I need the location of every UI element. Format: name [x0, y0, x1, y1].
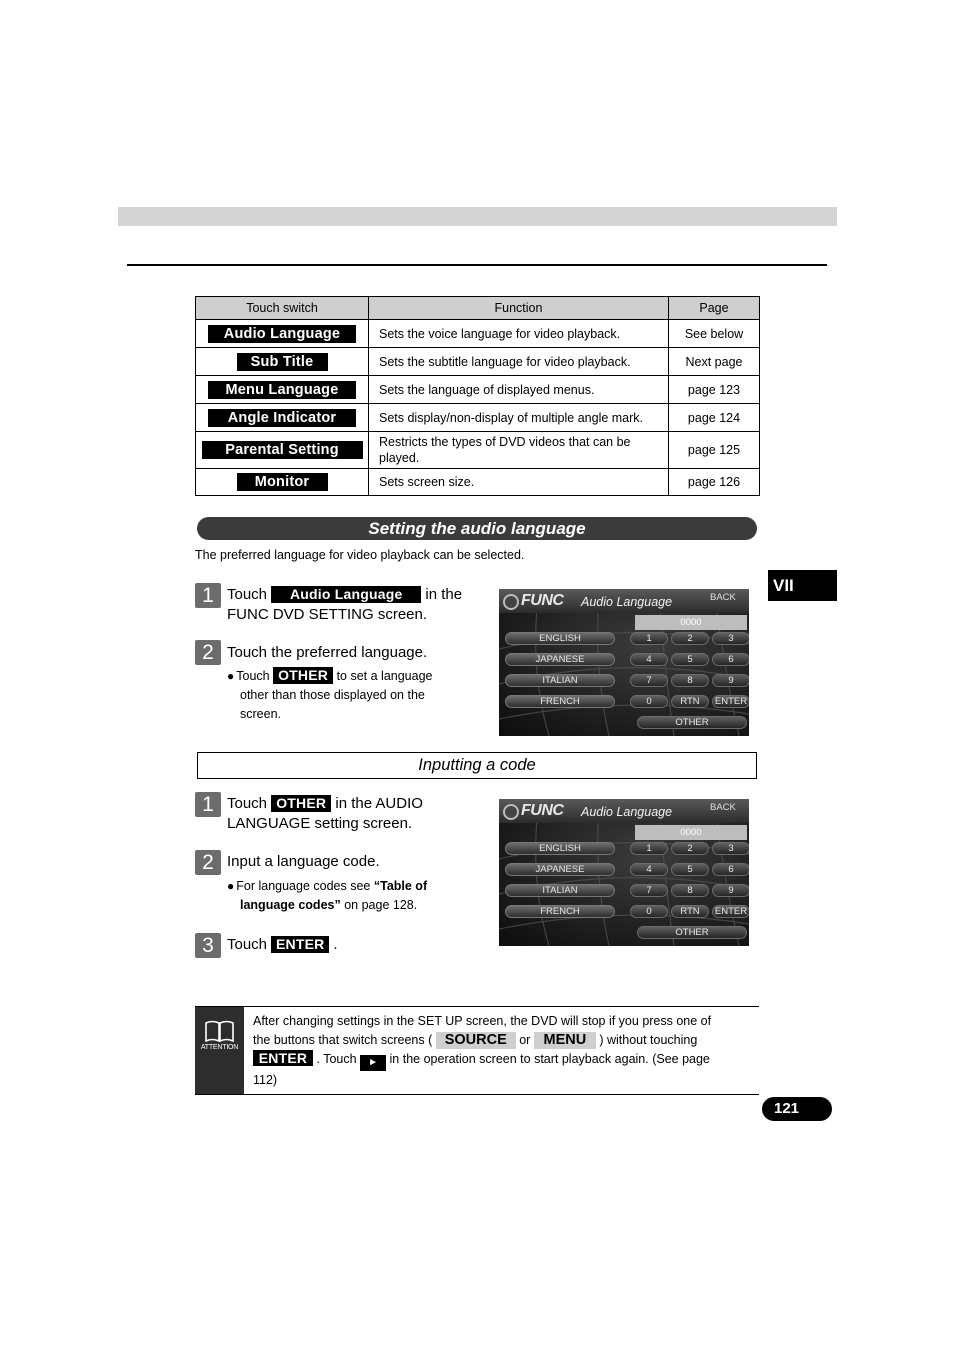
audio-language-screen-1	[499, 589, 749, 736]
code-display: 0000	[635, 825, 747, 840]
menu-button[interactable]: MENU	[534, 1032, 596, 1049]
audio-language-screen-2	[499, 799, 749, 946]
italian-button[interactable]: ITALIAN	[505, 674, 615, 687]
section-title-inputting-code: Inputting a code	[197, 752, 757, 779]
function-cell: Sets the subtitle language for video playback.	[369, 348, 669, 376]
table-row	[196, 348, 760, 376]
italian-button[interactable]: ITALIAN	[505, 884, 615, 897]
bullet-note: ● For language codes see “Table of language codes” on page 128.	[227, 879, 428, 912]
table-row	[196, 320, 760, 348]
function-cell: Sets the language of displayed menus.	[369, 376, 669, 404]
key-0[interactable]: 0	[630, 905, 668, 918]
french-button[interactable]: FRENCH	[505, 905, 615, 918]
key-3[interactable]: 3	[712, 842, 749, 855]
bullet-icon: ●	[227, 669, 235, 683]
section-title-audio-language: Setting the audio language	[197, 517, 757, 540]
table-row	[196, 469, 760, 496]
step-1-text: Touch Audio Language in the FUNC DVD SETTING screen.	[227, 586, 463, 623]
audio-language-button[interactable]: Audio Language	[208, 325, 356, 343]
english-button[interactable]: ENGLISH	[505, 842, 615, 855]
step-number: 1	[195, 583, 221, 608]
header-rule	[127, 264, 827, 266]
screen-title: Audio Language	[581, 805, 673, 819]
step-2-text: Input a language code.	[227, 853, 380, 870]
function-cell: Sets the voice language for video playback.	[369, 320, 669, 348]
col-touch-switch: Touch switch	[196, 297, 369, 320]
enter-button[interactable]: ENTER	[253, 1050, 313, 1066]
col-page: Page	[669, 297, 760, 320]
key-3[interactable]: 3	[712, 632, 749, 645]
back-button[interactable]: BACK	[710, 802, 736, 813]
attention-label: ATTENTION	[200, 1044, 239, 1051]
page-number: 121	[762, 1097, 832, 1121]
section-intro: The preferred language for video playback can be selected.	[195, 548, 525, 562]
page-cell: page 123	[669, 376, 760, 404]
other-key[interactable]: OTHER	[637, 716, 747, 729]
enter-key[interactable]: ENTER	[712, 695, 749, 708]
step-number: 3	[195, 933, 221, 958]
other-key[interactable]: OTHER	[637, 926, 747, 939]
table-row	[196, 376, 760, 404]
english-button[interactable]: ENGLISH	[505, 632, 615, 645]
function-cell: Sets display/non-display of multiple angle mark.	[369, 404, 669, 432]
source-button[interactable]: SOURCE	[436, 1032, 516, 1049]
key-2[interactable]: 2	[671, 632, 709, 645]
page-cell: page 126	[669, 469, 760, 496]
col-function: Function	[369, 297, 669, 320]
key-5[interactable]: 5	[671, 653, 709, 666]
key-2[interactable]: 2	[671, 842, 709, 855]
bullet-note: ● Touch OTHER to set a language other than those displayed on the screen.	[227, 667, 433, 721]
parental-setting-button[interactable]: Parental Setting	[202, 441, 363, 459]
key-5[interactable]: 5	[671, 863, 709, 876]
enter-key[interactable]: ENTER	[712, 905, 749, 918]
function-cell: Restricts the types of DVD videos that can be played.	[369, 432, 669, 469]
section-tab: VII	[768, 570, 837, 601]
key-7[interactable]: 7	[630, 884, 668, 897]
step-1-text: Touch OTHER in the AUDIO LANGUAGE setting screen.	[227, 795, 423, 832]
key-4[interactable]: 4	[630, 653, 668, 666]
french-button[interactable]: FRENCH	[505, 695, 615, 708]
page-cell: Next page	[669, 348, 760, 376]
book-icon	[204, 1020, 235, 1042]
key-9[interactable]: 9	[712, 674, 749, 687]
function-table	[195, 296, 760, 496]
header-band	[118, 207, 837, 226]
other-button[interactable]: OTHER	[271, 795, 331, 812]
code-display: 0000	[635, 615, 747, 630]
play-icon[interactable]: ►	[360, 1055, 386, 1071]
key-8[interactable]: 8	[671, 884, 709, 897]
angle-indicator-button[interactable]: Angle Indicator	[208, 409, 356, 427]
page-cell: See below	[669, 320, 760, 348]
attention-icon-box	[195, 1007, 244, 1094]
menu-language-button[interactable]: Menu Language	[208, 381, 356, 399]
step-number: 2	[195, 640, 221, 665]
attention-text: After changing settings in the SET UP screen, the DVD will stop if you press one of the buttons that switch screens ( SOURCE or MENU ) without touching ENTER . Touch ► in the operation screen to start playback again. (See page 112)	[253, 1014, 712, 1087]
key-1[interactable]: 1	[630, 632, 668, 645]
key-6[interactable]: 6	[712, 653, 749, 666]
table-row	[196, 404, 760, 432]
enter-button[interactable]: ENTER	[271, 936, 329, 953]
bullet-icon: ●	[227, 879, 235, 893]
key-1[interactable]: 1	[630, 842, 668, 855]
func-logo: FUNC	[521, 592, 564, 609]
sub-title-button[interactable]: Sub Title	[237, 353, 328, 371]
attention-box	[195, 1006, 759, 1095]
key-8[interactable]: 8	[671, 674, 709, 687]
japanese-button[interactable]: JAPANESE	[505, 863, 615, 876]
key-4[interactable]: 4	[630, 863, 668, 876]
rtn-key[interactable]: RTN	[671, 905, 709, 918]
back-button[interactable]: BACK	[710, 592, 736, 603]
key-7[interactable]: 7	[630, 674, 668, 687]
step-number: 1	[195, 792, 221, 817]
japanese-button[interactable]: JAPANESE	[505, 653, 615, 666]
func-logo: FUNC	[521, 802, 564, 819]
table-row	[196, 432, 760, 469]
step-3-text: Touch ENTER .	[227, 936, 338, 953]
function-cell: Sets screen size.	[369, 469, 669, 496]
monitor-button[interactable]: Monitor	[237, 473, 328, 491]
step-2-text: Touch the preferred language.	[227, 644, 428, 661]
disc-icon	[503, 804, 519, 820]
screen-title: Audio Language	[581, 595, 673, 609]
key-0[interactable]: 0	[630, 695, 668, 708]
key-6[interactable]: 6	[712, 863, 749, 876]
page-cell: page 125	[669, 432, 760, 469]
audio-language-button[interactable]: Audio Language	[271, 586, 421, 603]
other-button[interactable]: OTHER	[273, 667, 333, 684]
key-9[interactable]: 9	[712, 884, 749, 897]
rtn-key[interactable]: RTN	[671, 695, 709, 708]
disc-icon	[503, 594, 519, 610]
page-cell: page 124	[669, 404, 760, 432]
step-number: 2	[195, 850, 221, 875]
